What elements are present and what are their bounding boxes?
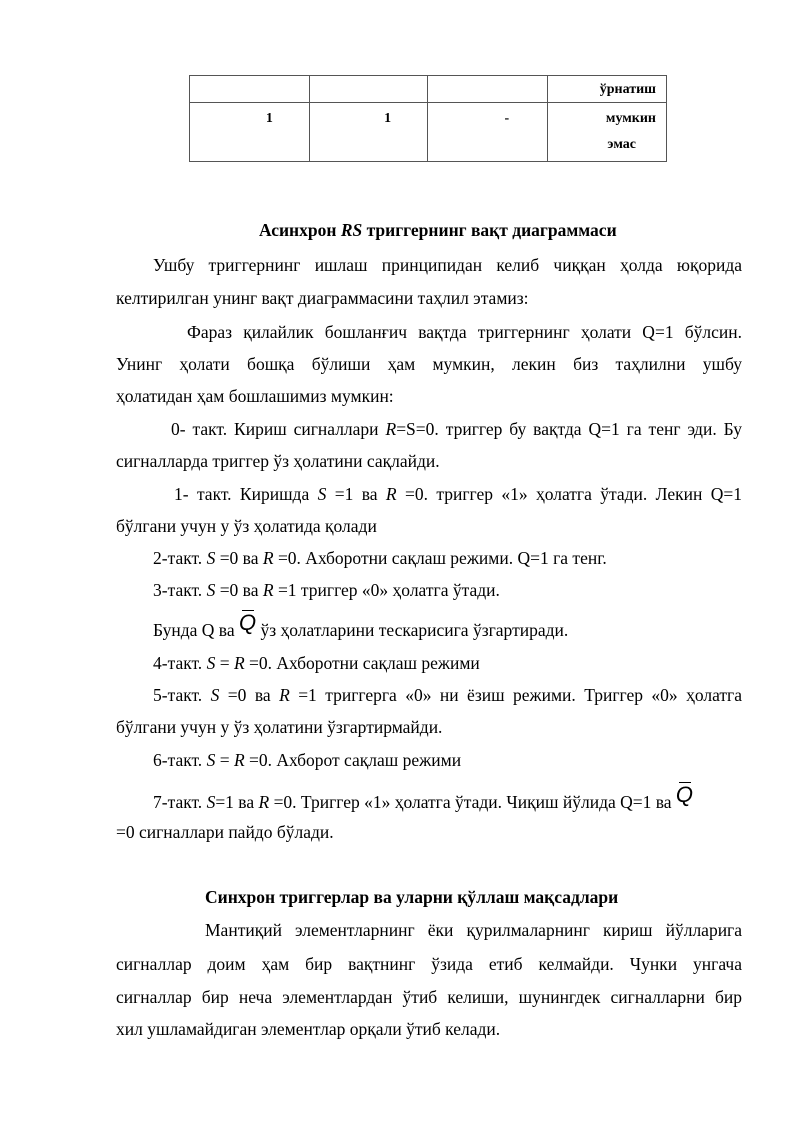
text: 0- такт. Кириш сигналлари (171, 419, 386, 439)
text: =0. Ахборотни сақлаш режими. Q=1 га тенг. (273, 548, 607, 568)
table-cell (428, 103, 548, 162)
table-cell (309, 76, 428, 103)
var-r: R (262, 548, 274, 568)
text: 5-такт. (153, 685, 211, 705)
q-bar-symbol: Q (675, 782, 694, 807)
text: 4-такт. (153, 653, 207, 673)
paragraph-line (153, 548, 779, 568)
table-cell (548, 76, 667, 103)
text: = (215, 653, 234, 673)
paragraph-line (153, 685, 742, 705)
paragraph-line: сигналлар доим ҳам бир вақтнинг ўзида етиб келмайди. Чунки унгача (116, 954, 742, 974)
paragraph-line: Фараз қилайлик бошланғич вақтда триггернинг ҳолати Q=1 бўлсин. (187, 322, 742, 342)
text: 7-такт. (153, 792, 207, 812)
text: 3-такт. (153, 580, 207, 600)
paragraph-line (174, 484, 742, 504)
paragraph-line (153, 580, 779, 600)
paragraph-line (171, 419, 742, 439)
var-s: S (317, 484, 327, 504)
paragraph-line: сигналлар бир неча элементлардан ўтиб келиши, шунингдек сигналларни бир (116, 987, 742, 1007)
paragraph-line: Мантиқий элементларнинг ёки қурилмаларнинг кириш йўлларига (205, 920, 742, 940)
section-heading: Синхрон триггерлар ва уларни қўллаш мақсадлари (205, 887, 619, 907)
var-r: R (385, 484, 397, 504)
paragraph-line: хил ушламайдиган элементлар орқали ўтиб келади. (116, 1019, 501, 1039)
cell-text: - (504, 111, 510, 126)
paragraph-line: ҳолатидан ҳам бошлашимиз мумкин: (116, 386, 394, 406)
text: = (215, 750, 234, 770)
table-cell (190, 103, 310, 162)
heading-text: Асинхрон (259, 220, 341, 240)
paragraph-line (153, 782, 779, 812)
paragraph-line (153, 653, 779, 673)
text: =0. триггер «1» ҳолатга ўтади. Лекин Q=1 (396, 484, 743, 504)
text: =1 ва (326, 484, 386, 504)
heading-text: триггернинг вақт диаграммаси (362, 220, 617, 240)
text: =0. Триггер «1» ҳолатга ўтади. Чиқиш йўлида Q=1 ва (269, 792, 676, 812)
var-s: S (206, 750, 216, 770)
text: ўз ҳолатларини тескарисига ўзгартиради. (256, 620, 569, 640)
paragraph-line: Ушбу триггернинг ишлаш принципидан келиб чиққан ҳолда юқорида (153, 255, 742, 275)
cell-text: ўрнатиш (599, 82, 656, 97)
text: =S=0. триггер бу вақтда Q=1 га тенг эди. Бу (396, 419, 742, 439)
cell-text: эмас (607, 137, 636, 152)
paragraph-line: =0 сигналлари пайдо бўлади. (116, 822, 334, 842)
table-cell (309, 103, 428, 162)
var-r: R (385, 419, 397, 439)
paragraph-line: сигналларда триггер ўз ҳолатини сақлайди. (116, 451, 440, 471)
var-s: S (206, 548, 216, 568)
var-r: R (279, 685, 290, 705)
text: =0 ва (215, 580, 263, 600)
text: Бунда Q ва (153, 620, 239, 640)
text: =1 ва (215, 792, 259, 812)
text: 6-такт. (153, 750, 207, 770)
text: =0. Ахборот сақлаш режими (244, 750, 462, 770)
heading-italic: RS (340, 220, 363, 240)
table-cell (428, 76, 548, 103)
text: 2-такт. (153, 548, 207, 568)
var-r: R (233, 750, 245, 770)
text: =1 триггер «0» ҳолатга ўтади. (273, 580, 500, 600)
truth-table (189, 75, 667, 162)
paragraph-line (153, 610, 779, 640)
var-s: S (206, 580, 216, 600)
text: =0 ва (219, 685, 280, 705)
cell-text: 1 (265, 111, 273, 126)
var-s: S (206, 653, 216, 673)
paragraph-line: бўлгани учун у ўз ҳолатини ўзгартирмайди. (116, 717, 443, 737)
text: 1- такт. Киришда (174, 484, 318, 504)
paragraph-line: бўлгани учун у ўз ҳолатида қолади (116, 516, 377, 536)
text: =0 ва (215, 548, 263, 568)
table-cell (190, 76, 310, 103)
text: =1 триггерга «0» ни ёзиш режими. Триггер «0» ҳолатга (289, 685, 742, 705)
table-cell (548, 103, 667, 162)
var-s: S (210, 685, 220, 705)
paragraph-line (153, 750, 779, 770)
paragraph-line: келтирилган унинг вақт диаграммасини таҳлил этамиз: (116, 288, 529, 308)
table-row (190, 103, 667, 162)
paragraph-line: Унинг ҳолати бошқа бўлиши ҳам мумкин, лекин биз таҳлилни ушбу (116, 354, 742, 374)
q-bar-symbol: Q (238, 610, 257, 635)
var-r: R (258, 792, 270, 812)
cell-text: 1 (384, 111, 392, 126)
var-s: S (206, 792, 216, 812)
table-row (190, 76, 667, 103)
var-r: R (262, 580, 274, 600)
section-heading (259, 220, 617, 240)
var-r: R (233, 653, 245, 673)
cell-text: мумкин (605, 111, 656, 126)
text: =0. Ахборотни сақлаш режими (244, 653, 480, 673)
